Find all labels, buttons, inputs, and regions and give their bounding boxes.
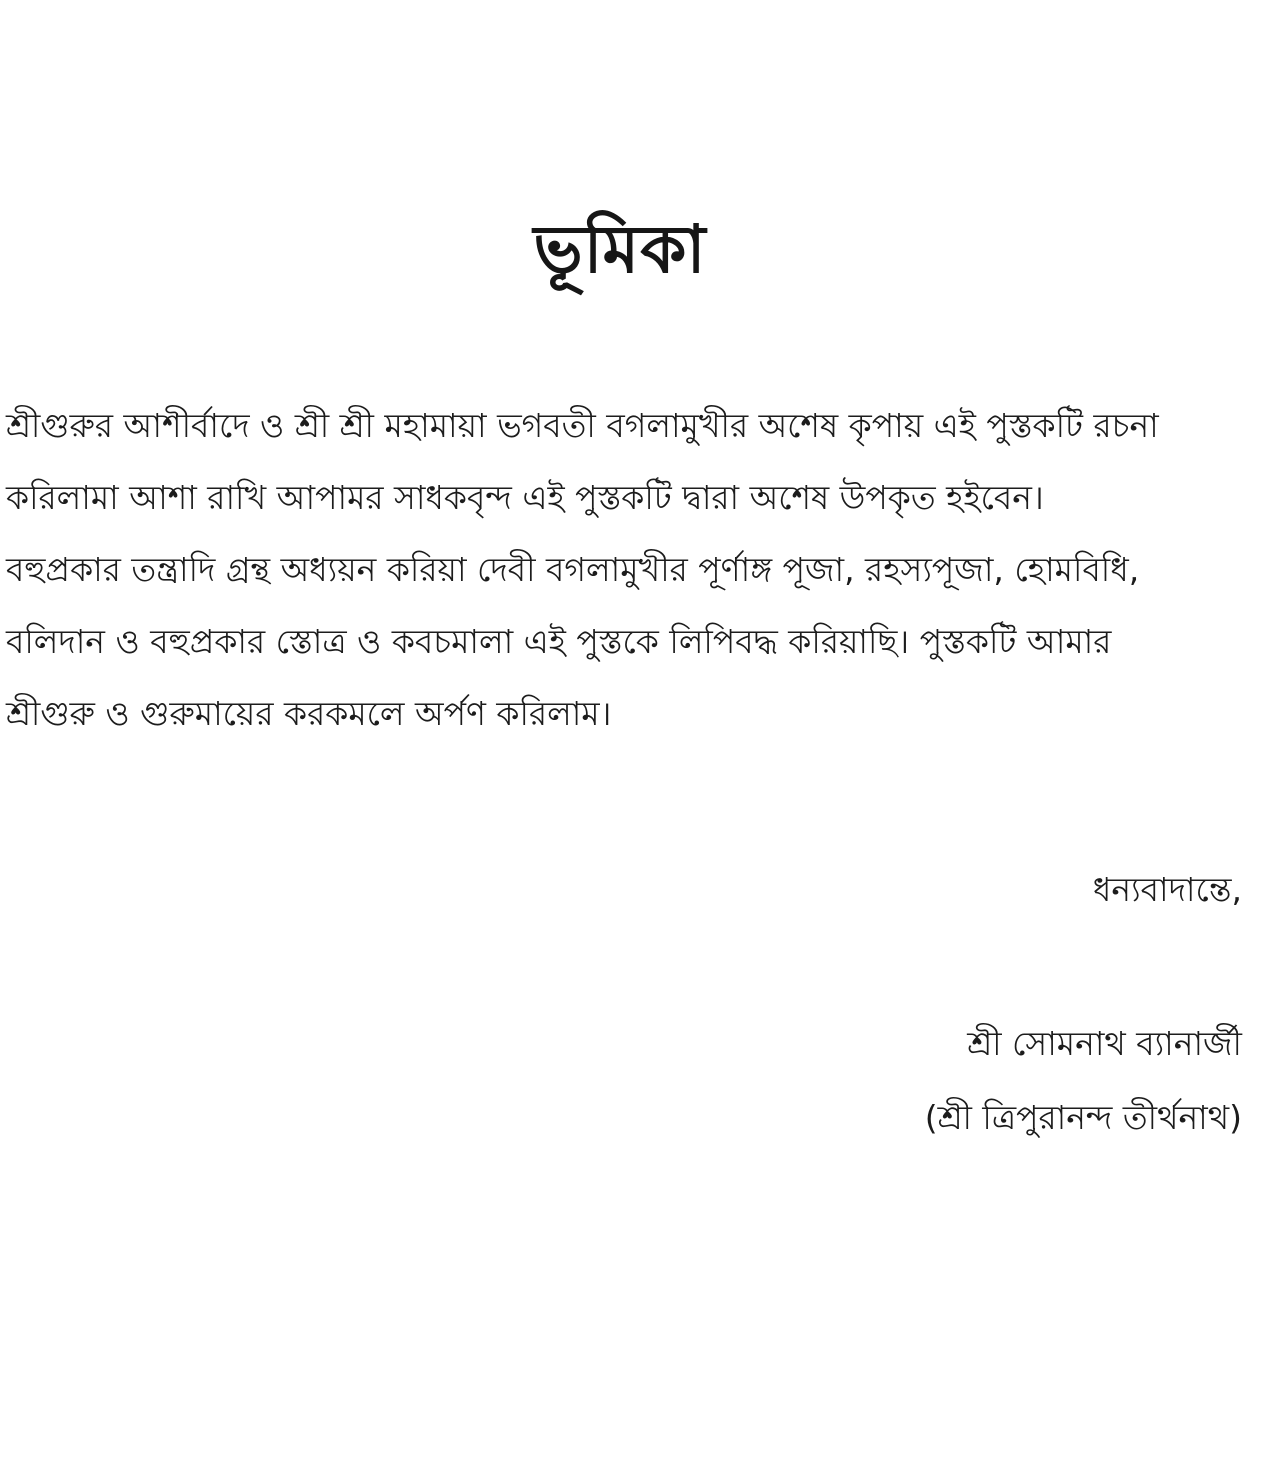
author-alias: (শ্রী ত্রিপুরানন্দ তীর্থনাথ) bbox=[924, 1098, 1242, 1137]
page-title: ভূমিকা bbox=[533, 211, 707, 288]
body-line-1: শ্রীগুরুর আশীর্বাদে ও শ্রী শ্রী মহামায়া ভগবতী বগলামুখীর অশেষ কৃপায় এই পুস্তকটি রচনা bbox=[6, 406, 1159, 445]
closing-thanks: ধন্যবাদান্তে, bbox=[1092, 870, 1242, 909]
author-name: শ্রী সোমনাথ ব্যানার্জী bbox=[967, 1024, 1242, 1063]
body-line-5: শ্রীগুরু ও গুরুমায়ের করকমলে অর্পণ করিলাম। bbox=[6, 694, 612, 733]
body-line-2: করিলামা আশা রাখি আপামর সাধকবৃন্দ এই পুস্তকটি দ্বারা অশেষ উপকৃত হইবেন। bbox=[6, 478, 1044, 517]
body-line-3: বহুপ্রকার তন্ত্রাদি গ্রন্থ অধ্যয়ন করিয়া দেবী বগলামুখীর পূর্ণাঙ্গ পূজা, রহস্যপূজা, হোমবিধি, bbox=[6, 550, 1140, 589]
preface-body bbox=[6, 390, 1256, 750]
body-line-4: বলিদান ও বহুপ্রকার স্তোত্র ও কবচমালা এই পুস্তকে লিপিবদ্ধ করিয়াছি। পুস্তকটি আমার bbox=[6, 622, 1112, 661]
